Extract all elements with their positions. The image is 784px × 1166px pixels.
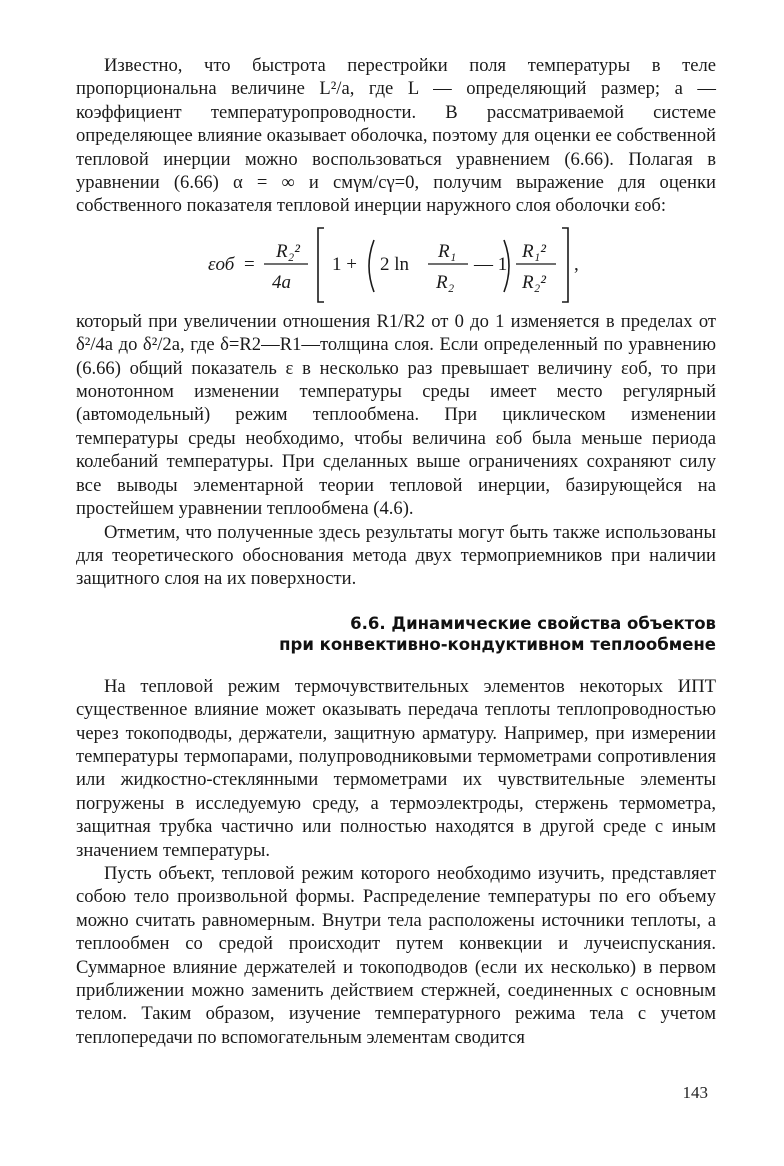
formula-block [76, 220, 716, 306]
section-heading-line1: 6.6. Динамические свойства объектов [350, 613, 716, 633]
formula-one-plus: 1 + [332, 253, 357, 275]
paragraph-conclusion: Отметим, что полученные здесь результаты могут быть также использованы для теоретического обоснования метода двух термоприемников при наличии защитного слоя на их поверхности. [76, 521, 716, 590]
formula-frac1-den: 4a [272, 271, 291, 293]
left-bracket-icon [318, 228, 324, 302]
formula-svg [76, 220, 716, 306]
formula-lhs: εоб [208, 253, 235, 275]
left-paren-icon [369, 240, 374, 292]
paragraph-intro: Известно, что быстрота перестройки поля температуры в теле пропорциональна величине L²/a, где L — определяющий размер; a — коэффициент температуропроводности. В рассматриваемой системе определяющее влияние оказывает оболочка, поэтому для оценки ее собственной тепловой инерции можно воспользоваться уравнением (6.66). Полагая в уравнении (6.66) α = ∞ и cмγм/cγ=0, получим выражение для оценки собственного показателя тепловой инерции наружного слоя оболочки εоб: [76, 55, 716, 217]
formula-frac1-num: R₂² [276, 240, 300, 262]
paragraph-section-1: На тепловой режим термочувствительных элементов некоторых ИПТ существенное влияние может оказывать передача теплоты теплопроводностью через токоподводы, держатели, защитную арматуру. Например, при измерении температуры термопарами, полупроводниковыми термометрами сопротивления или жидкостно-стеклянными термометрами их чувствительные элементы погружены в исследуемую среду, а термоэлектроды, стержень термометра, защитная трубка частично или полностью находятся в другой среде с иным значением температуры. [76, 675, 716, 861]
formula-frac3-den: R₂² [522, 271, 546, 293]
paragraph-section-2: Пусть объект, тепловой режим которого необходимо изучить, представляет собою тело произвольной формы. Распределение температуры по его объему можно считать равномерным. Внутри тела расположены источники теплоты, а теплообмен со средой происходит путем конвекции и лучеиспускания. Суммарное влияние держателей и токоподводов (если их несколько) в первом приближении можно заменить действием стержней, соединенных с основным телом. Таким образом, изучение температурного режима тела с учетом теплопередачи по вспомогательным элементам сводится [76, 862, 716, 1048]
formula-eq: = [244, 253, 255, 275]
right-bracket-icon [562, 228, 568, 302]
formula-frac2-num: R₁ [438, 240, 457, 262]
formula-frac2-den: R₂ [436, 271, 455, 293]
formula-frac3-num: R₁² [522, 240, 546, 262]
formula-minus-one: — 1 [474, 253, 508, 275]
page-body [76, 54, 716, 1049]
section-heading-line2: при конвективно-кондуктивном теплообмене [279, 634, 716, 654]
page-number: 143 [682, 1083, 708, 1102]
formula-two-ln: 2 ln [380, 253, 410, 275]
formula-comma: , [574, 253, 579, 275]
paragraph-after-formula: который при увеличении отношения R1/R2 от 0 до 1 изменяется в пределах от δ²/4a до δ²/2a, где δ=R2—R1—толщина слоя. Если определенный по уравнению (6.66) общий показатель ε в несколько раз превышает величину εоб, то при монотонном изменении температуры среды имеет место регулярный (автомодельный) режим теплообмена. При циклическом изменении температуры среды необходимо, чтобы величина εоб была меньше периода колебаний температуры. При сделанных выше ограничениях сохраняют силу все выводы элементарной теории тепловой инерции, базирующейся на простейшем уравнении теплообмена (4.6). [76, 310, 716, 520]
section-heading [76, 613, 716, 655]
